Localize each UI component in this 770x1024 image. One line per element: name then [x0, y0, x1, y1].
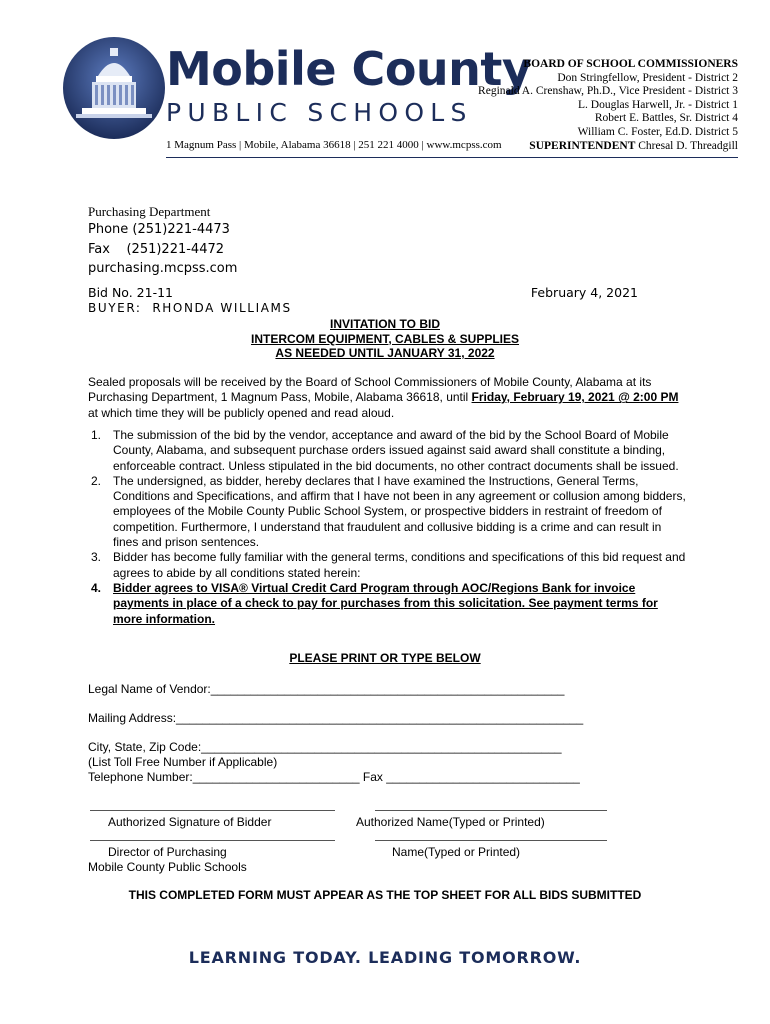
- title-line-1: INVITATION TO BID: [330, 317, 440, 331]
- board-of-commissioners: [478, 58, 738, 140]
- title-line-3: AS NEEDED UNTIL JANUARY 31, 2022: [275, 346, 495, 360]
- list-number: 4.: [91, 580, 102, 595]
- school-logo: [62, 36, 166, 140]
- brand-subtitle: PUBLIC SCHOOLS: [166, 98, 473, 127]
- top-sheet-notice: THIS COMPLETED FORM MUST APPEAR AS THE TOP SHEET FOR ALL BIDS SUBMITTED: [128, 888, 642, 902]
- board-heading: BOARD OF SCHOOL COMMISSIONERS: [523, 58, 738, 70]
- department: Purchasing Department: [88, 204, 211, 219]
- superintendent-label: SUPERINTENDENT: [529, 140, 636, 152]
- intro-paragraph: [88, 375, 688, 421]
- intro-text-end: at which time they will be publicly opened and read aloud.: [88, 405, 395, 420]
- board-member: Reginald A. Crenshaw, Ph.D., Vice President - District 3: [478, 85, 738, 98]
- brand-title: Mobile County: [166, 42, 532, 96]
- name-typed-label: Name(Typed or Printed): [392, 845, 521, 859]
- board-member: Don Stringfellow, President - District 2: [557, 71, 738, 84]
- list-number: 1.: [91, 428, 102, 442]
- list-text: Bidder agrees to VISA® Virtual Credit Card Program through AOC/Regions Bank for invoice payments in place of a check to pay for purchases from this solicitation. See payment terms for more information.: [113, 580, 658, 626]
- list-item: [88, 581, 688, 627]
- signature-line[interactable]: [90, 810, 335, 811]
- board-member: William C. Foster, Ed.D. District 5: [577, 125, 738, 138]
- list-number: 2.: [91, 473, 102, 488]
- board-member: L. Douglas Harwell, Jr. - District 1: [577, 98, 738, 111]
- city-state-zip-field[interactable]: City, State, Zip Code:______________________________________________________: [88, 740, 562, 754]
- mcps-label: Mobile County Public Schools: [88, 860, 247, 874]
- deadline: Friday, February 19, 2021 @ 2:00 PM: [471, 390, 679, 405]
- board-member: Robert E. Battles, Sr. District 4: [594, 112, 738, 125]
- legal-name-field[interactable]: Legal Name of Vendor:_____________________________________________________: [88, 682, 565, 696]
- superintendent: [529, 141, 738, 153]
- authorized-signature-label: Authorized Signature of Bidder: [108, 815, 272, 829]
- fax: Fax (251)221-4472: [88, 241, 225, 257]
- intro-text: Sealed proposals will be received by the Board of School Commissioners of Mobile County, Alabama at its Purchasing Department, 1 Magnum Pass, Mobile, Alabama 36618, until: [88, 375, 652, 405]
- superintendent-name: Chresal D. Threadgill: [635, 140, 738, 152]
- phone: Phone (251)221-4473: [88, 222, 230, 237]
- name-line[interactable]: [375, 810, 607, 811]
- terms-list: [88, 428, 688, 627]
- mailing-address-field[interactable]: Mailing Address:_____________________________________________________________: [88, 711, 584, 725]
- list-text: The undersigned, as bidder, hereby declares that I have examined the Instructions, General Terms, Conditions and Specifications, and affirm that I have not been in any agreement or collusion among bidders, employees of the Mobile County Public School System, or prospective bidders in restraint of freedom of competition. Furthermore, I understand that fraudulent and collusive bidding is a crime and can result in fines and prison sentences.: [113, 473, 686, 550]
- form-heading: PLEASE PRINT OR TYPE BELOW: [289, 651, 481, 665]
- header-divider: [166, 157, 738, 158]
- list-text: Bidder has become fully familiar with the general terms, conditions and specifications of this bid request and agrees to abide by all conditions stated herein:: [113, 550, 686, 580]
- director-label: Director of Purchasing: [108, 845, 227, 859]
- list-number: 3.: [91, 550, 102, 565]
- buyer: BUYER: RHONDA WILLIAMS: [88, 301, 292, 315]
- director-signature-line[interactable]: [90, 840, 335, 841]
- website: purchasing.mcpss.com: [88, 261, 238, 276]
- address-line: 1 Magnum Pass | Mobile, Alabama 36618 | 251 221 4000 | www.mcpss.com: [166, 139, 502, 151]
- authorized-name-label: Authorized Name(Typed or Printed): [356, 815, 545, 829]
- title-line-2: INTERCOM EQUIPMENT, CABLES & SUPPLIES: [250, 331, 520, 346]
- contact-block: [88, 220, 237, 279]
- bid-date: February 4, 2021: [530, 285, 638, 300]
- list-item: [88, 550, 688, 581]
- list-item: [88, 428, 688, 474]
- list-item: [88, 474, 688, 550]
- list-text: The submission of the bid by the vendor, acceptance and award of the bid by the School Board of Mobile County, Alabama, and subsequent purchase orders issued against said award shall constitute a binding, enforceable contract. Unless stipulated in the bid documents, no other contract documents shall be issued.: [113, 428, 679, 473]
- bid-title: [0, 317, 770, 361]
- telephone-fax-field[interactable]: Telephone Number:_________________________ Fax _____________________________: [88, 770, 580, 784]
- director-name-line[interactable]: [375, 840, 607, 841]
- footer-slogan: LEARNING TODAY. LEADING TOMORROW.: [188, 948, 582, 967]
- toll-free-note: (List Toll Free Number if Applicable): [88, 755, 278, 769]
- bid-number: Bid No. 21-11: [88, 285, 174, 300]
